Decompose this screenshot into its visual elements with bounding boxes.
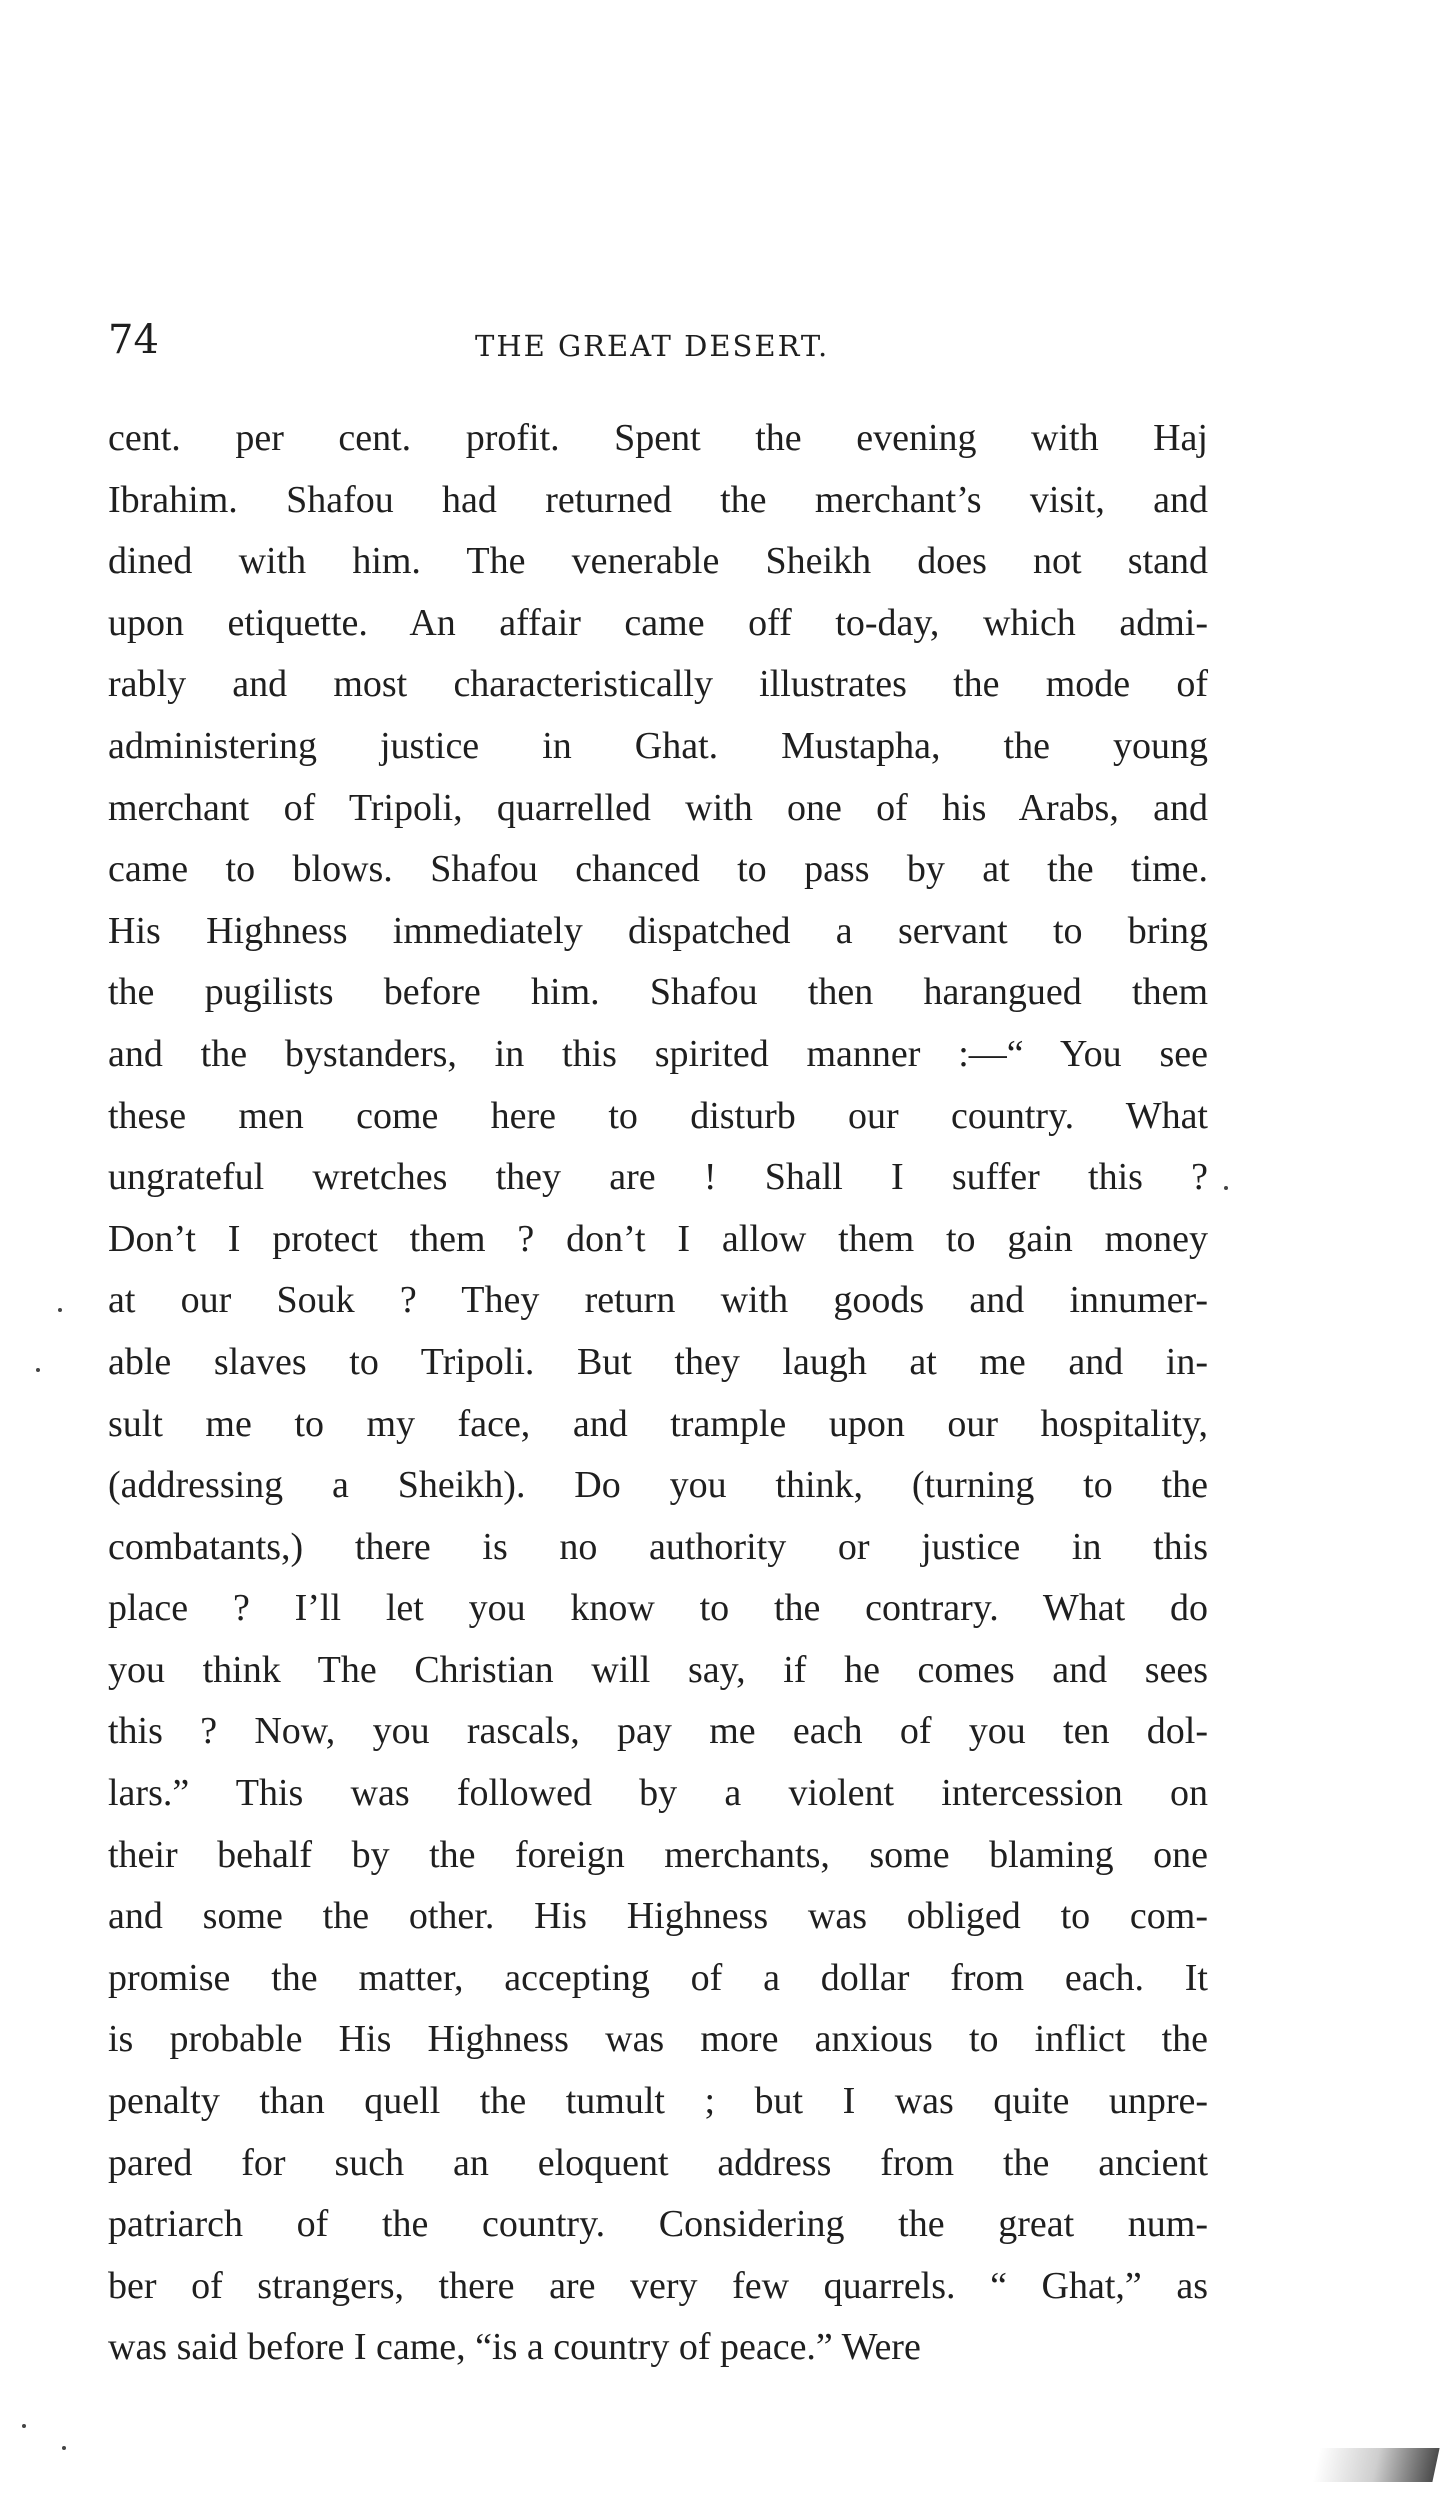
text-line: and some the other. His Highness was obliged to com-	[108, 1895, 1208, 1938]
text-line: cent. per cent. profit. Spent the evening with Haj	[108, 417, 1208, 459]
text-line: penalty than quell the tumult ; but I was quite unpre-	[108, 2080, 1208, 2123]
running-head: THE GREAT DESERT.	[475, 329, 830, 363]
text-line: upon etiquette. An affair came off to-day, which admi-	[108, 601, 1208, 644]
text-line: promise the matter, accepting of a dollar from each. It	[108, 1956, 1208, 1999]
text-line: rably and most characteristically illustrates the mode of	[108, 663, 1208, 706]
ink-speck	[22, 2424, 26, 2428]
page-edge-smudge	[1312, 2448, 1439, 2482]
text-line: dined with him. The venerable Sheikh does not stand	[108, 540, 1208, 583]
ink-speck	[36, 1368, 40, 1372]
text-line: Ibrahim. Shafou had returned the merchant’s visit, and	[108, 478, 1208, 521]
text-line: sult me to my face, and trample upon our hospitality,	[108, 1402, 1208, 1445]
text-line: their behalf by the foreign merchants, some blaming one	[108, 1833, 1208, 1876]
text-line: is probable His Highness was more anxious to inflict the	[108, 2018, 1208, 2061]
text-line: at our Souk ? They return with goods and innumer-	[108, 1279, 1208, 1322]
ink-speck	[62, 2446, 66, 2450]
text-line: merchant of Tripoli, quarrelled with one of his Arabs, and	[108, 786, 1208, 829]
text-line: and the bystanders, in this spirited manner :—“ You see	[108, 1032, 1208, 1075]
page-number: 74	[108, 317, 159, 363]
text-line: you think The Christian will say, if he comes and sees	[108, 1648, 1208, 1691]
text-line: was said before I came, “is a country of peace.” Were	[108, 2326, 921, 2369]
text-line: lars.” This was followed by a violent intercession on	[108, 1772, 1208, 1815]
text-line: (addressing a Sheikh). Do you think, (turning to the	[108, 1464, 1208, 1507]
text-line: administering justice in Ghat. Mustapha, the young	[108, 724, 1208, 767]
ink-speck	[58, 1308, 62, 1312]
text-line: Don’t I protect them ? don’t I allow them to gain money	[108, 1217, 1208, 1260]
text-line: the pugilists before him. Shafou then harangued them	[108, 971, 1208, 1014]
text-line: patriarch of the country. Considering the great num-	[108, 2203, 1208, 2246]
text-line: came to blows. Shafou chanced to pass by at the time.	[108, 848, 1208, 891]
text-line: these men come here to disturb our country. What	[108, 1094, 1208, 1137]
text-line: combatants,) there is no authority or justice in this	[108, 1525, 1208, 1568]
text-line: ungrateful wretches they are ! Shall I suffer this ?	[108, 1156, 1208, 1199]
body-text	[108, 408, 1208, 2379]
text-line: His Highness immediately dispatched a servant to bring	[108, 909, 1208, 952]
ink-speck	[1224, 1186, 1228, 1190]
text-line: this ? Now, you rascals, pay me each of you ten dol-	[108, 1710, 1208, 1753]
text-line: place ? I’ll let you know to the contrary. What do	[108, 1587, 1208, 1630]
text-line: pared for such an eloquent address from the ancient	[108, 2141, 1208, 2184]
text-line: ber of strangers, there are very few quarrels. “ Ghat,” as	[108, 2264, 1208, 2307]
text-line: able slaves to Tripoli. But they laugh at me and in-	[108, 1340, 1208, 1383]
